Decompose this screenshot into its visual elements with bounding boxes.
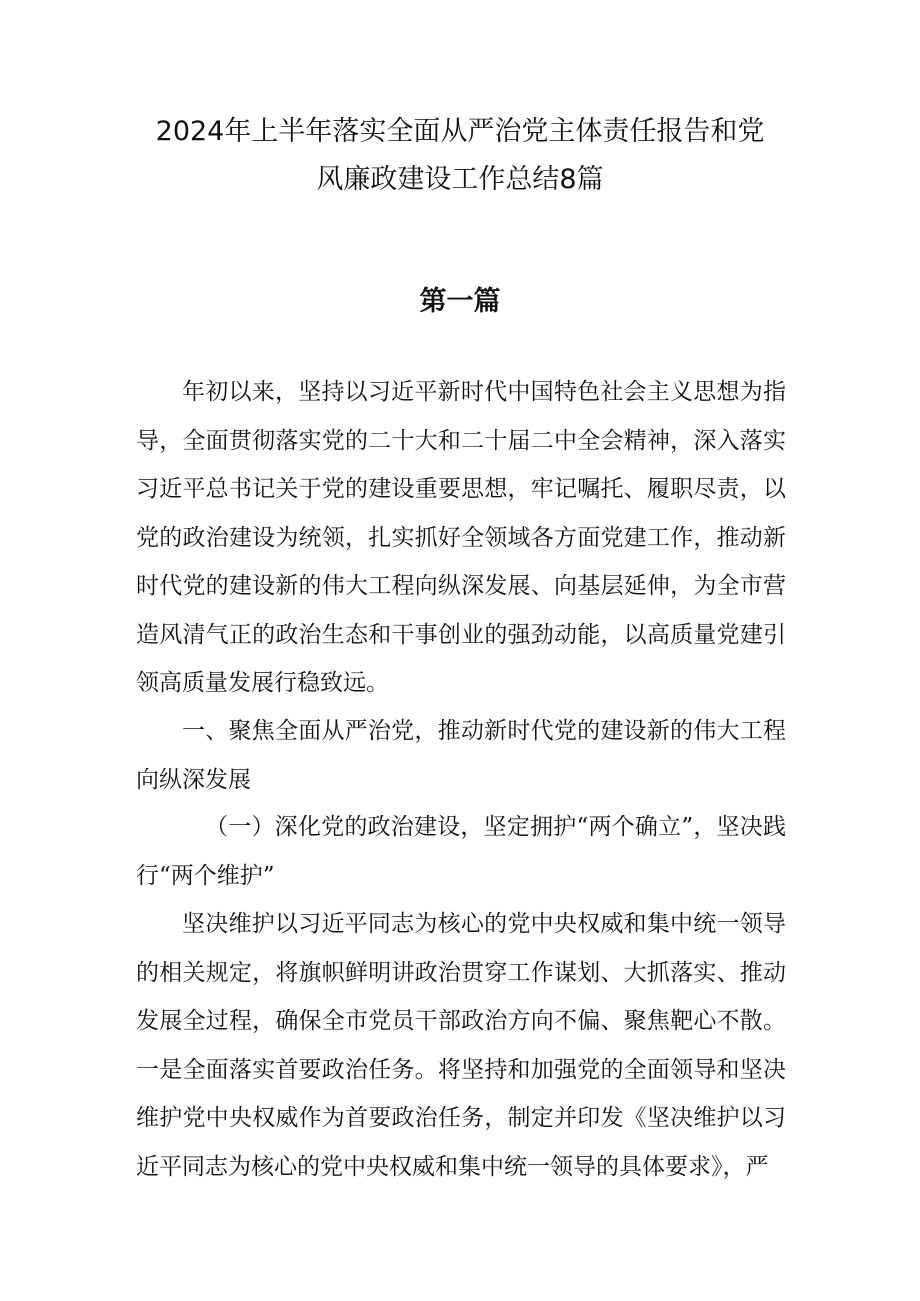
body-paragraph-content: 坚决维护以习近平同志为核心的党中央权威和集中统一领导的相关规定，将旗帜鲜明讲政治贯穿工作谋划、大抓落实、推动发展全过程，确保全市党员干部政治方向不偏、聚焦靶心不散。一是全面落实首要政治任务。将坚持和加强党的全面领导和坚决维护党中央权威作为首要政治任务，制定并印发《坚决维护以习近平同志为核心的党中央权威和集中统一领导的具体要求》，严	[136, 911, 786, 1180]
section-heading: 第一篇	[419, 286, 501, 317]
body-paragraph-intro: 年初以来，坚持以习近平新时代中国特色社会主义思想为指导，全面贯彻落实党的二十大和二十届二中全会精神，深入落实习近平总书记关于党的建设重要思想，牢记嘱托、履职尽责，以党的政治建设为统领，扎实抓好全领域各方面党建工作，推动新时代党的建设新的伟大工程向纵深发展、向基层延伸，为全市营造风清气正的政治生态和干事创业的强劲动能，以高质量党建引领高质量发展行稳致远。	[136, 379, 786, 696]
body-paragraph-heading-level-2: （一）深化党的政治建设，坚定拥护“两个确立”，坚决践行“两个维护”	[136, 814, 786, 889]
document-title-line-2: 风廉政建设工作总结8篇	[316, 164, 604, 195]
body-paragraph-heading-level-1: 一、聚焦全面从严治党，推动新时代党的建设新的伟大工程向纵深发展	[136, 718, 786, 793]
document-title-line-1: 2024年上半年落实全面从严治党主体责任报告和党	[155, 116, 765, 147]
